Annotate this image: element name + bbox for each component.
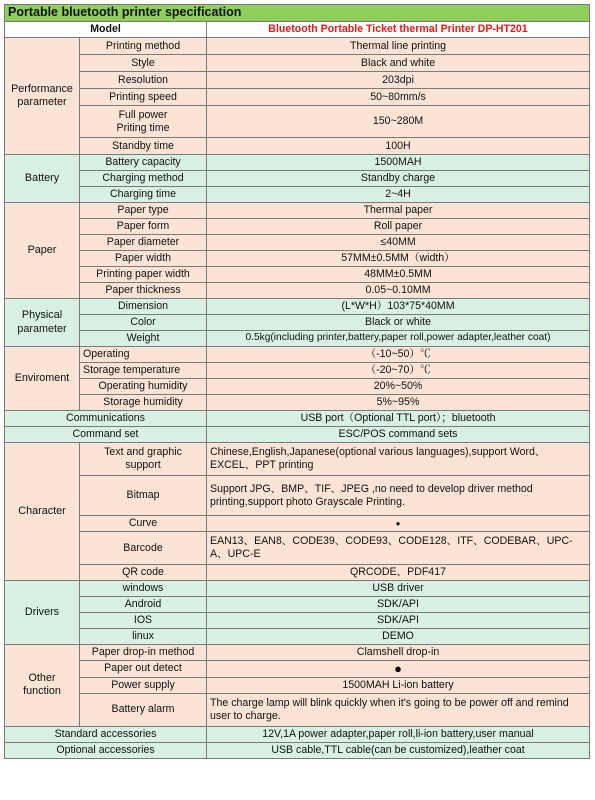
spec-value: DEMO [207,629,590,645]
title-row [5,5,590,22]
spec-row-paper-drop-in [5,645,590,661]
spec-label: Paper width [80,251,207,267]
spec-label: Storage humidity [80,395,207,411]
spec-row-paper-type [5,203,590,219]
spec-label: Paper thickness [80,283,207,299]
spec-label: Power supply [80,677,207,693]
spec-label: QR code [80,565,207,581]
spec-label: Barcode [80,532,207,565]
spec-label: linux [80,629,207,645]
spec-row-paper-width [5,251,590,267]
spec-label: Battery capacity [80,155,207,171]
spec-value: QRCODE、PDF417 [207,565,590,581]
spec-row-printing-speed [5,89,590,106]
category-physical: Physical parameter [5,299,80,347]
spec-label: Charging method [80,171,207,187]
spec-value: ≤40MM [207,235,590,251]
spec-value: Standby charge [207,171,590,187]
spec-label: Storage temperature [80,363,207,379]
spec-label: Printing paper width [80,267,207,283]
spec-row-paper-out-detect [5,661,590,678]
spec-value: EAN13、EAN8、CODE39、CODE93、CODE128、ITF、CODEBAR、UPC-A、UPC-E [207,532,590,565]
spec-sheet [4,4,589,759]
spec-label: IOS [80,613,207,629]
spec-label: Full power Priting time [80,106,207,138]
model-label: Model [5,22,207,38]
spec-label: Charging time [80,187,207,203]
spec-value: 150~280M [207,106,590,138]
spec-row-operating-humidity [5,379,590,395]
spec-label: Resolution [80,72,207,89]
spec-value: ESC/POS command sets [207,427,590,443]
curve-supported-dot: ● [207,516,590,532]
spec-row-linux [5,629,590,645]
spec-row-full-power-time [5,106,590,138]
spec-row-android [5,597,590,613]
spec-value: SDK/API [207,597,590,613]
spec-label: Command set [5,427,207,443]
category-battery: Battery [5,155,80,203]
spec-label: Weight [80,331,207,347]
spec-row-communications [5,411,590,427]
spec-row-command-set [5,427,590,443]
spec-label: Bitmap [80,476,207,516]
spec-row-paper-diameter [5,235,590,251]
spec-row-curve [5,516,590,532]
spec-value: 100H [207,138,590,155]
spec-row-optional-accessories [5,742,590,758]
spec-value: Clamshell drop-in [207,645,590,661]
spec-row-battery-alarm [5,693,590,726]
spec-row-storage-temperature [5,363,590,379]
spec-value: 50~80mm/s [207,89,590,106]
spec-value: 203dpi [207,72,590,89]
spec-value: 20%~50% [207,379,590,395]
spec-value: 48MM±0.5MM [207,267,590,283]
spec-label: Curve [80,516,207,532]
spec-row-operating [5,347,590,363]
spec-value: （-10~50）℃ [207,347,590,363]
model-value: Bluetooth Portable Ticket thermal Printer DP-HT201 [207,22,590,38]
spec-value: 5%~95% [207,395,590,411]
spec-row-weight [5,331,590,347]
spec-label: Style [80,55,207,72]
spec-value: USB port（Optional TTL port）；bluetooth [207,411,590,427]
spec-table [4,4,590,759]
spec-value: 57MM±0.5MM（width） [207,251,590,267]
spec-row-barcode [5,532,590,565]
spec-value: Black or white [207,315,590,331]
spec-row-text-graphic [5,443,590,476]
spec-row-printing-paper-width [5,267,590,283]
spec-value: (L*W*H）103*75*40MM [207,299,590,315]
spec-value: USB cable,TTL cable(can be customized),leather coat [207,742,590,758]
spec-row-paper-thickness [5,283,590,299]
spec-value: 12V,1A power adapter,paper roll,li-ion battery,user manual [207,726,590,742]
spec-value: Thermal line printing [207,38,590,55]
spec-value: 0.05~0.10MM [207,283,590,299]
spec-row-standard-accessories [5,726,590,742]
spec-row-windows [5,581,590,597]
spec-row-standby-time [5,138,590,155]
spec-value: USB driver [207,581,590,597]
spec-value: Chinese,English,Japanese(optional various languages),support Word、EXCEL、PPT printing [207,443,590,476]
spec-label: Android [80,597,207,613]
spec-label: Operating [80,347,207,363]
spec-value: Support JPG、BMP、TIF、JPEG ,no need to develop driver method printing,support photo Grayscale Printing. [207,476,590,516]
category-character: Character [5,443,80,581]
spec-label: Printing method [80,38,207,55]
spec-row-ios [5,613,590,629]
spec-value: 2~4H [207,187,590,203]
spec-value: 0.5kg(including printer,battery,paper roll,power adapter,leather coat) [207,331,590,347]
spec-row-resolution [5,72,590,89]
model-row [5,22,590,38]
spec-value: （-20~70）℃ [207,363,590,379]
spec-row-dimension [5,299,590,315]
spec-label: Operating humidity [80,379,207,395]
spec-row-charging-time [5,187,590,203]
category-environment: Enviroment [5,347,80,411]
spec-label: Color [80,315,207,331]
spec-value: 1500MAH [207,155,590,171]
spec-label: Communications [5,411,207,427]
spec-row-power-supply [5,677,590,693]
spec-label: Paper type [80,203,207,219]
spec-row-paper-form [5,219,590,235]
spec-row-qr-code [5,565,590,581]
spec-value: Roll paper [207,219,590,235]
paper-out-supported-dot: ● [207,661,590,678]
spec-label: Dimension [80,299,207,315]
category-performance: Performance parameter [5,38,80,155]
spec-row-printing-method [5,38,590,55]
spec-value: 1500MAH Li-ion battery [207,677,590,693]
spec-label: Standby time [80,138,207,155]
spec-label: Standard accessories [5,726,207,742]
spec-value: The charge lamp will blink quickly when it's going to be power off and remind user to charge. [207,693,590,726]
category-paper: Paper [5,203,80,299]
spec-label: windows [80,581,207,597]
spec-row-storage-humidity [5,395,590,411]
spec-label: Text and graphic support [80,443,207,476]
spec-row-color [5,315,590,331]
spec-label: Printing speed [80,89,207,106]
spec-value: Thermal paper [207,203,590,219]
spec-label: Battery alarm [80,693,207,726]
category-drivers: Drivers [5,581,80,645]
spec-label: Paper out detect [80,661,207,678]
spec-label: Paper diameter [80,235,207,251]
category-other: Other function [5,645,80,727]
spec-label: Paper drop-in method [80,645,207,661]
spec-label: Optional accessories [5,742,207,758]
page-title: Portable bluetooth printer specification [5,5,590,22]
spec-row-bitmap [5,476,590,516]
spec-row-style [5,55,590,72]
spec-value: Black and white [207,55,590,72]
spec-value: SDK/API [207,613,590,629]
spec-row-charging-method [5,171,590,187]
spec-label: Paper form [80,219,207,235]
spec-row-battery-capacity [5,155,590,171]
